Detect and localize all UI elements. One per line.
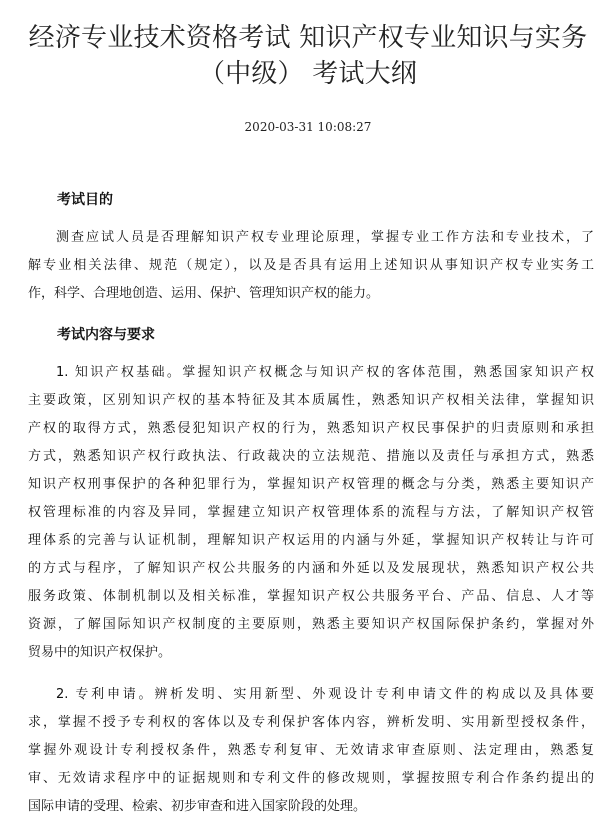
paragraph-line: 的方式与程序，了解知识产权公共服务的内涵和外延以及发展现状，熟悉知识产权公共: [28, 561, 594, 576]
section-spacer: [28, 214, 594, 224]
paragraph-line: 贸易中的知识产权保护。: [28, 645, 172, 660]
paragraph-line: 审、无效请求程序中的证据规则和专利文件的修改规则，掌握按照专利合作条约提出的: [28, 771, 594, 786]
page-title-line-2: （中级） 考试大纲: [198, 59, 418, 89]
paragraph-line: 权管理标准的内容及异同，掌握建立知识产权管理体系的流程与方法，了解知识产权管: [28, 505, 594, 520]
paragraph-line: 知识产权刑事保护的各种犯罪行为，掌握知识产权管理的概念与分类，熟悉主要知识产: [28, 477, 594, 492]
section-spacer: [28, 308, 594, 321]
paragraph-line: 解专业相关法律、规范（规定），以及是否具有运用上述知识从事知识产权专业实务工: [28, 258, 594, 273]
section-spacer: [28, 349, 594, 359]
paragraph-line: 资源，了解国际知识产权制度的主要原则，熟悉主要知识产权国际保护条约，掌握对外: [28, 617, 594, 632]
paragraph-line: 掌握外观设计专利授权条件，熟悉专利复审、无效请求审查原则、法定理由，熟悉复: [28, 743, 594, 758]
paragraph-line: 服务政策、体制机制以及相关标准，掌握知识产权公共服务平台、产品、信息、人才等: [28, 589, 594, 604]
paragraph-line: 测查应试人员是否理解知识产权专业理论原理，掌握专业工作方法和专业技术，了: [56, 230, 594, 245]
paragraph-line: 作，科学、合理地创造、运用、保护、管理知识产权的能力。: [28, 286, 380, 301]
paragraph-line: 求，掌握不授予专利权的客体以及专利保护客体内容，辨析发明、实用新型授权条件，: [28, 715, 594, 730]
paragraph-line: 产权的取得方式，熟悉侵犯知识产权的行为，熟悉知识产权民事保护的归责原则和承担: [28, 421, 594, 436]
paragraph-ip-basics: [28, 359, 594, 667]
article-body: [28, 186, 594, 821]
page-title-line-1: 经济专业技术资格考试 知识产权专业知识与实务: [28, 23, 588, 53]
paragraph-line: 理体系的完善与认证机制，理解知识产权运用的内涵与外延，掌握知识产权转让与许可: [28, 533, 594, 548]
paragraph-line: 主要政策，区别知识产权的基本特征及其本质属性，熟悉知识产权相关法律，掌握知识: [28, 393, 594, 408]
page-title: [12, 20, 604, 92]
paragraph-line: 国际申请的受理、检索、初步审查和进入国家阶段的处理。: [28, 799, 367, 814]
paragraph-line: 2. 专利申请。辨析发明、实用新型、外观设计专利申请文件的构成以及具体要: [56, 687, 594, 702]
paragraph-patent-application: [28, 681, 594, 821]
section-heading-exam-content: 考试内容与要求: [57, 327, 155, 343]
paragraph-spacer: [28, 667, 594, 681]
paragraph-exam-purpose: [28, 224, 594, 308]
paragraph-line: 1. 知识产权基础。掌握知识产权概念与知识产权的客体范围，熟悉国家知识产权: [56, 365, 594, 380]
publish-timestamp: 2020-03-31 10:08:27: [244, 120, 372, 134]
section-heading-exam-purpose: 考试目的: [57, 192, 113, 208]
paragraph-line: 方式，熟悉知识产权行政执法、行政裁决的立法规范、措施以及责任与承担方式，熟悉: [28, 449, 594, 464]
